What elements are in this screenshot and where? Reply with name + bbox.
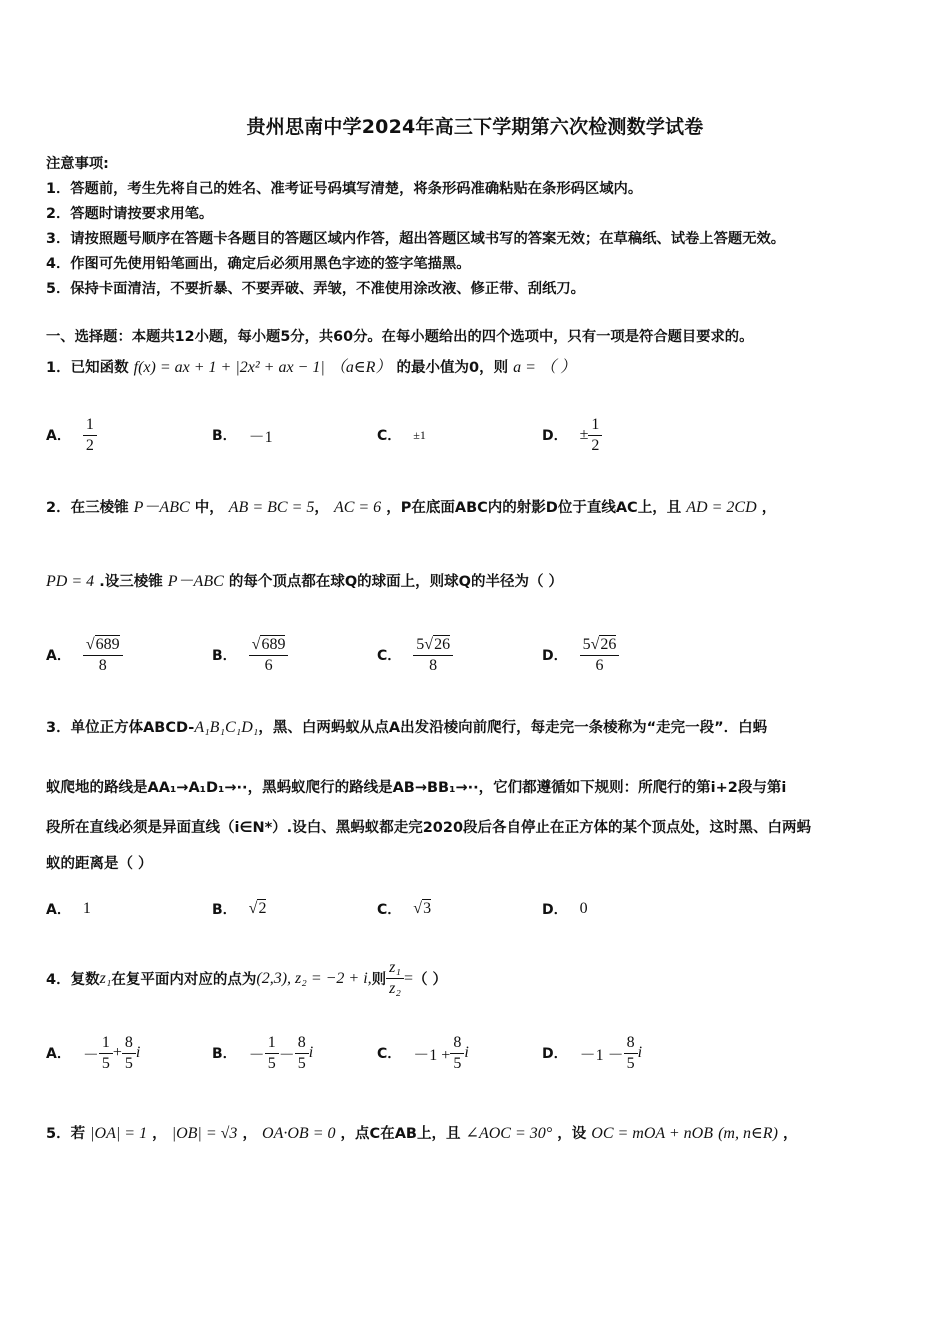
fraction: $\frac{1}{2}$ [83,415,97,456]
fraction: $\frac{√689}{6}$ [249,635,289,676]
q3-option-a[interactable]: A． 1 [46,900,91,918]
q2-option-c[interactable]: C． $\frac{5√26}{8}$ [377,630,453,680]
fraction: $\frac{1}{2}$ [588,415,602,456]
question-2-cont: PD = 4 .设三棱锥 P－ABC 的每个顶点都在球Q的球面上，则球Q的半径为（ ） [46,573,564,590]
q1-option-a[interactable]: A． $\frac{1}{2}$ [46,410,97,460]
q4-option-a[interactable]: A． － $\frac{1}{5}$ + $\frac{8}{5}$ i [46,1033,141,1072]
q3-option-c[interactable]: C． √3 [377,900,432,918]
q3-option-d[interactable]: D． 0 [542,900,588,918]
question-1 [46,354,576,377]
q3-options [46,884,906,934]
q1-cond: （a∈R） [329,359,392,376]
question-3: 3．单位正方体ABCD-A₁B₁C₁D₁，黑、白两蚂蚁从点A出发沿棱向前爬行，每走完一条棱称为“走完一段”．白蚂 [46,719,768,736]
fraction: $\frac{5√26}{6}$ [580,635,620,676]
notes [46,152,916,302]
question-2: 2．在三棱锥 P－ABC 中， AB = BC = 5， AC = 6 ，P在底面ABC内的射影D位于直线AC上，且 AD = 2CD ， [46,499,777,516]
q1-option-c[interactable]: C． ±1 [377,427,426,444]
fraction: $\frac{\text{z₁}}{\text{z₂}}$ [386,958,404,999]
q1-ask: a = （ ） [513,359,576,376]
note-item: 4．作图可先使用铅笔画出，确定后必须用黑色字迹的签字笔描黑。 [46,256,471,272]
note-item: 2．答题时请按要求用笔。 [46,206,214,222]
q4-option-d[interactable]: D． －1 － $\frac{8}{5}$ i [542,1033,643,1072]
q1-option-b[interactable]: B． －1 [212,428,273,446]
note-item: 1．答题前，考生先将自己的姓名、准考证号码填写清楚，将条形码准确粘贴在条形码区域内。 [46,181,643,197]
q1-tail: 的最小值为0，则 [396,360,509,376]
q3-option-b[interactable]: B． √2 [212,900,267,918]
q4-option-c[interactable]: C． －1 + $\frac{8}{5}$ i [377,1033,469,1072]
q2-options [46,630,906,680]
q2-option-b[interactable]: B． $\frac{√689}{6}$ [212,630,288,680]
note-item: 3．请按照题号顺序在答题卡各题目的答题区域内作答，超出答题区域书写的答案无效；在草稿纸、试卷上答题无效。 [46,231,786,247]
q4-option-b[interactable]: B． － $\frac{1}{5}$ － $\frac{8}{5}$ i [212,1033,314,1072]
q1-option-d[interactable]: D． ± $\frac{1}{2}$ [542,410,602,460]
page-title: 贵州思南中学2024年高三下学期第六次检测数学试卷 [246,116,704,138]
q2-option-a[interactable]: A． $\frac{√689}{8}$ [46,630,123,680]
fraction: $\frac{5√26}{8}$ [413,635,453,676]
notes-heading: 注意事项: [46,156,109,172]
section-heading: 一、选择题：本题共12小题，每小题5分，共60分。在每小题给出的四个选项中，只有一项是符合题目要求的。 [46,329,754,345]
q2-option-d[interactable]: D． $\frac{5√26}{6}$ [542,630,619,680]
question-4: 4．复数 z₁ 在复平面内对应的点为 (2,3), z₂ = −2 + i, 则 $\frac{\text{z₁}}{\text{z₂}}$ = （ ） [46,959,448,997]
q4-options [46,1028,906,1078]
question-5: 5．若 |OA| = 1 ， |OB| = √3 ， OA·OB = 0 ，点C在AB上，且 ∠AOC = 30° ，设 OC = mOA + nOB (m, n∈R) ， [46,1125,798,1142]
q1-options [46,410,906,460]
note-item: 5．保持卡面清洁，不要折暴、不要弄破、弄皱，不准使用涂改液、修正带、刮纸刀。 [46,281,585,297]
question-3-line3: 段所在直线必须是异面直线（i∈N*）.设白、黑蚂蚁都走完2020段后各自停止在正方体的某个顶点处，这时黑、白两蚂 [46,820,812,836]
question-3-line4: 蚁的距离是（ ） [46,856,153,872]
q1-formula: f(x) = ax + 1 + |2x² + ax − 1| [133,359,325,376]
fraction: $\frac{√689}{8}$ [83,635,123,676]
q1-prefix: 1．已知函数 [46,360,129,376]
question-3-line2: 蚁爬地的路线是AA₁→A₁D₁→··，黑蚂蚁爬行的路线是AB→BB₁→··，它们都遵循如下规则：所爬行的第i+2段与第i [46,780,787,796]
